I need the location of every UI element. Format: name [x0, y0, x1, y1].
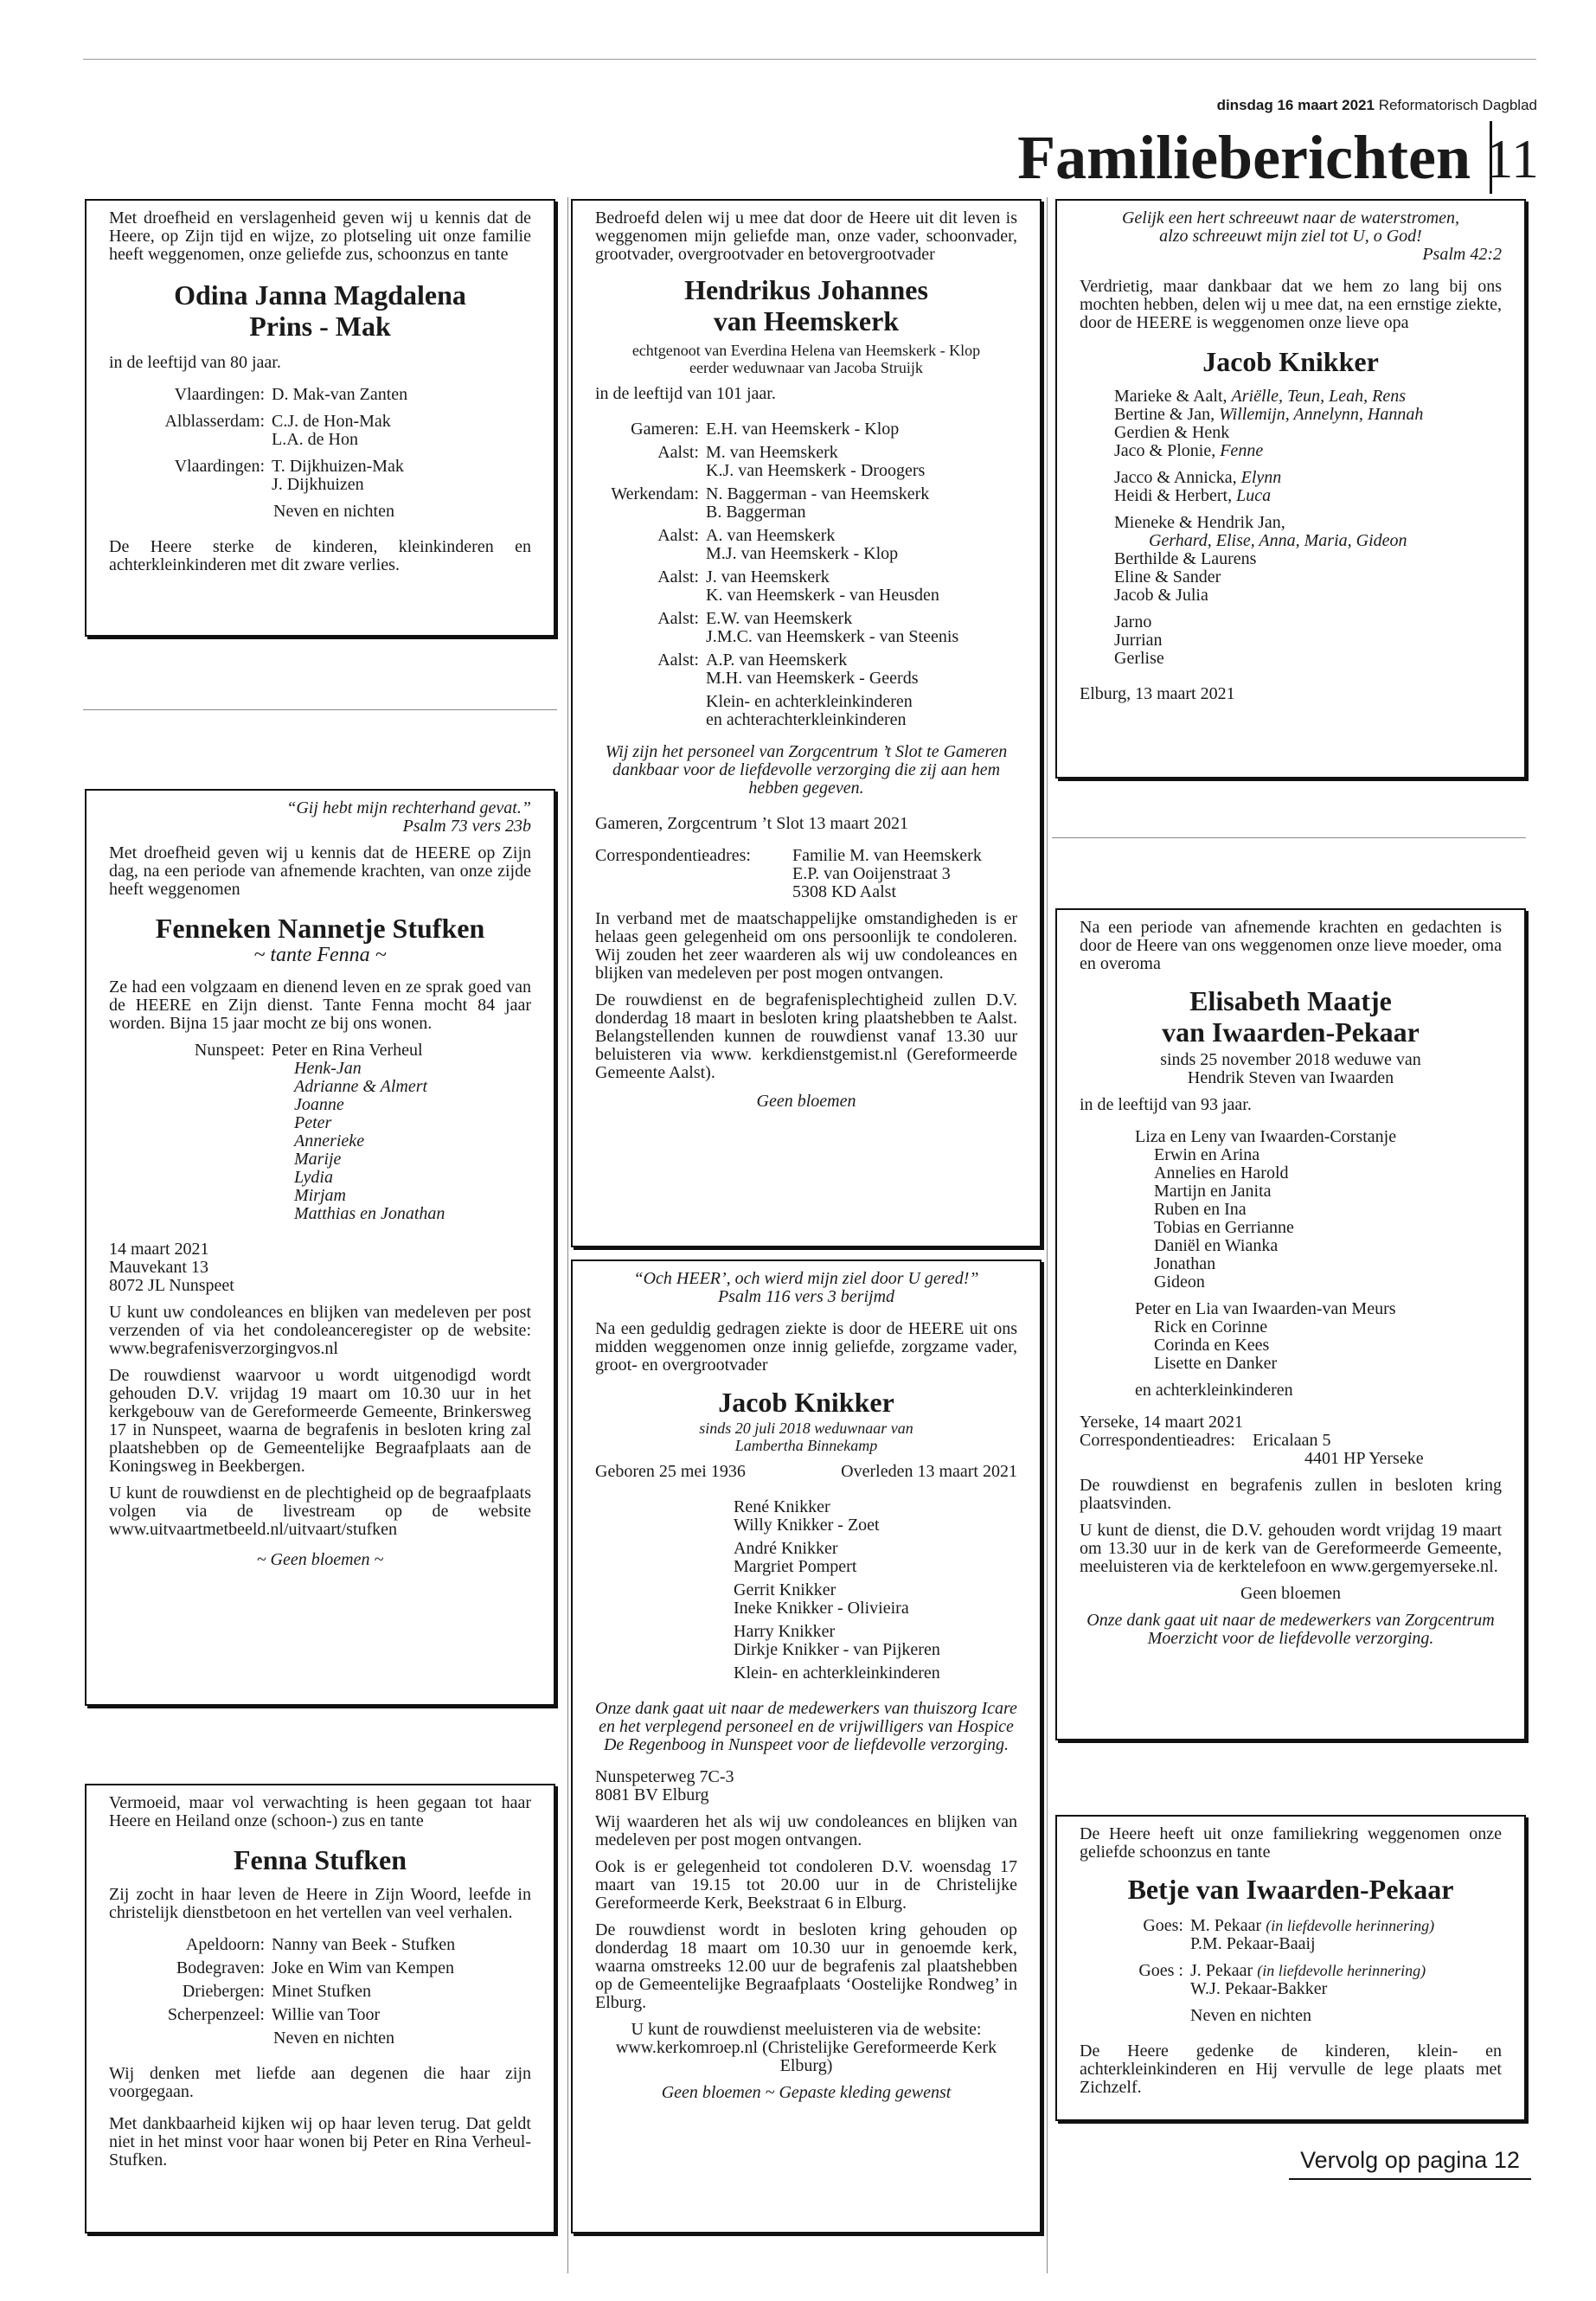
- family-name: N. Baggerman - van Heemskerk: [706, 484, 930, 503]
- family-name: Adrianne & Almert: [294, 1077, 428, 1096]
- announcement-intro: Na een geduldig gedragen ziekte is door de HEERE uit ons midden weggenomen onze innig geliefde, zorgzame vader, groot- en overgrootvader: [595, 1319, 1017, 1375]
- age-line: in de leeftijd van 101 jaar.: [595, 384, 776, 403]
- issue-date: dinsdag 16 maart 2021: [1216, 97, 1375, 113]
- continued-on-page-link[interactable]: Vervolg op pagina 12: [1289, 2145, 1531, 2180]
- visitation-info: Ook is er gelegenheid tot condoleren D.V. woensdag 17 maart van 19.15 tot 20.00 uur in de Christelijke Gereformeerde Kerk, Beekstraat 6 in Elburg.: [595, 1857, 1017, 1913]
- scripture-quote: “Och HEER’, och wierd mijn ziel door U gered!”: [633, 1269, 979, 1288]
- correspondence-label: Correspondentieadres:: [595, 846, 751, 865]
- family-row: [109, 1936, 531, 1954]
- family-row: [109, 458, 531, 494]
- family-name: Jonathan: [1154, 1254, 1216, 1273]
- city-address: 8081 BV Elburg: [595, 1785, 709, 1804]
- family-name: Harry Knikker: [734, 1622, 836, 1641]
- family-name: Gerlise: [1114, 649, 1164, 668]
- family-place: Goes:: [1143, 1916, 1183, 1935]
- family-name: Jacob & Julia: [1114, 586, 1208, 605]
- family-row: [595, 485, 1017, 522]
- family-row: [109, 1983, 531, 2001]
- family-name: Joanne: [294, 1095, 344, 1114]
- correspondence-address: [1080, 1432, 1502, 1468]
- gratitude-text: Met dankbaarheid kijken wij op haar leven terug. Dat geldt niet in het minst voor haar wonen bij Peter en Rina Verheul-Stufken.: [109, 2114, 531, 2170]
- family-name: J. van Heemskerk: [706, 567, 830, 586]
- family-name: A.P. van Heemskerk: [706, 651, 848, 670]
- family-name: Tobias en Gerrianne: [1154, 1218, 1294, 1237]
- obituary-prins-mak: [85, 199, 555, 637]
- family-name: Bertine & Jan,: [1114, 405, 1220, 424]
- scripture-quote: alzo schreeuwt mijn ziel tot U, o God!: [1159, 227, 1422, 246]
- announcement-intro: De Heere heeft uit onze familiekring weggenomen onze geliefde schoonzus en tante: [1080, 1824, 1502, 1862]
- family-place: Nunspeet:: [194, 1041, 265, 1060]
- correspondence-address: [595, 847, 1017, 901]
- funeral-info: De rouwdienst en begrafenis zullen in besloten kring plaatsvinden.: [1080, 1476, 1502, 1513]
- street-address: Nunspeterweg 7C-3: [595, 1767, 734, 1786]
- family-place: Aalst:: [657, 443, 699, 462]
- family-name: Corinda en Kees: [1154, 1336, 1270, 1355]
- family-name: C.J. de Hon-Mak: [272, 412, 391, 431]
- family-name: Klein- en achterkleinkinderen: [706, 692, 913, 711]
- family-name: Klein- en achterkleinkinderen: [734, 1663, 940, 1682]
- memorial-note: (in liefdevolle herinnering): [1266, 1917, 1435, 1934]
- family-name: Liza en Leny van Iwaarden-Corstanje: [1135, 1127, 1397, 1146]
- address-line: Ericalaan 5: [1253, 1431, 1331, 1450]
- deceased-first-names: Hendrikus Johannes: [684, 274, 928, 305]
- family-name: Joke en Wim van Kempen: [272, 1958, 454, 1977]
- family-row: [109, 2006, 531, 2024]
- family-place: Aalst:: [657, 651, 699, 670]
- life-description: Zij zocht in haar leven de Heere in Zijn Woord, leefde in christelijk dienstbetoon en het vertellen van veel verhalen.: [109, 1885, 531, 1922]
- family-name: Matthias en Jonathan: [294, 1204, 445, 1223]
- great-grandchildren: Gerhard, Elise, Anna, Maria, Gideon: [1149, 531, 1407, 550]
- family-name: M.J. van Heemskerk - Klop: [706, 544, 899, 563]
- family-name: E.H. van Heemskerk - Klop: [706, 420, 900, 439]
- scripture-reference: Psalm 42:2: [1422, 245, 1502, 264]
- scripture-quote: “Gij hebt mijn rechterhand gevat.”: [286, 798, 531, 817]
- care-thanks: Onze dank gaat uit naar de medewerkers van Zorgcentrum Moerzicht voor de liefdevolle verzorging.: [1086, 1611, 1495, 1648]
- family-name: en achterachterkleinkinderen: [706, 710, 907, 729]
- nephews-nieces: Neven en nichten: [1190, 2006, 1311, 2025]
- family-name: Mirjam: [294, 1186, 346, 1205]
- date-place: Elburg, 13 maart 2021: [1080, 684, 1235, 703]
- family-row: [109, 413, 531, 449]
- birth-date: Geboren 25 mei 1936: [595, 1462, 746, 1481]
- family-name: Peter en Rina Verheul: [272, 1041, 423, 1060]
- family-name: M.H. van Heemskerk - Geerds: [706, 669, 919, 688]
- family-line: [1114, 487, 1502, 505]
- family-place: Goes :: [1138, 1961, 1183, 1980]
- family-name: K.J. van Heemskerk - Droogers: [706, 461, 926, 480]
- nephews-nieces: Neven en nichten: [273, 502, 394, 521]
- family-name: René Knikker: [734, 1497, 830, 1516]
- closing-text: De Heere sterke de kinderen, kleinkinderen en achterkleinkinderen met dit zware verlies.: [109, 537, 531, 574]
- family-name: J. Pekaar: [1190, 1961, 1258, 1980]
- obituary-van-iwaarden-pekaar: [1055, 908, 1526, 1740]
- obituary-jacob-knikker-family: [571, 1259, 1042, 2234]
- livestream-info: U kunt de rouwdienst en de plechtigheid op de begraafplaats volgen via de livestream op de website www.uitvaartmetbeeld.nl/uitvaart/stufken: [109, 1484, 531, 1539]
- nephews-nieces: Neven en nichten: [273, 2029, 394, 2048]
- family-place: Apeldoorn:: [185, 1935, 265, 1954]
- announcement-intro: Na een periode van afnemende krachten en gedachten is door de Heere van ons weggenomen onze lieve moeder, oma en overoma: [1080, 918, 1502, 973]
- street-address: Mauvekant 13: [109, 1258, 208, 1277]
- family-place: Vlaardingen:: [174, 457, 265, 476]
- deceased-nickname: ~ tante Fenna ~: [253, 944, 387, 966]
- family-name: Ruben en Ina: [1154, 1200, 1247, 1219]
- address-line: E.P. van Ooijenstraat 3: [792, 864, 951, 883]
- family-name: A. van Heemskerk: [706, 526, 836, 545]
- family-name: Nanny van Beek - Stufken: [272, 1935, 456, 1954]
- family-name: André Knikker: [734, 1539, 838, 1558]
- family-name: Martijn en Janita: [1154, 1182, 1272, 1201]
- family-list: [595, 1498, 1017, 1682]
- family-name: Peter en Lia van Iwaarden-van Meurs: [1135, 1299, 1396, 1318]
- column-separator: [1052, 837, 1526, 838]
- obituary-fenneken-stufken: [85, 789, 555, 1706]
- family-place: Scherpenzeel:: [167, 2005, 265, 2024]
- announcement-intro: Met droefheid geven wij u kennis dat de HEERE op Zijn dag, na een periode van afnemende krachten, van onze zijde heeft weggenomen: [109, 843, 531, 899]
- memorial-note: (in liefdevolle herinnering): [1257, 1962, 1426, 1979]
- newspaper-name: Reformatorisch Dagblad: [1378, 97, 1537, 113]
- deceased-name: Fenneken Nannetje Stufken: [155, 913, 485, 944]
- family-row: [1080, 1917, 1502, 1953]
- deceased-name: Fenna Stufken: [233, 1844, 407, 1875]
- family-place: [595, 693, 706, 729]
- date-place: Gameren, Zorgcentrum ’t Slot 13 maart 2021: [595, 814, 908, 833]
- condolence-info: Wij waarderen het als wij uw condoleances en blijken van medeleven per post mogen ontvangen.: [595, 1812, 1017, 1849]
- family-line: [1114, 406, 1502, 424]
- care-thanks: Wij zijn het personeel van Zorgcentrum ’t Slot te Gameren dankbaar voor de liefdevolle verzorging die zij aan hem hebben gegeven.: [605, 742, 1008, 798]
- family-place: Bodegraven:: [176, 1958, 265, 1977]
- family-row: [595, 527, 1017, 563]
- closing-text: Geen bloemen ~ Gepaste kleding gewenst: [661, 2083, 952, 2102]
- family-name: Willie van Toor: [272, 2005, 381, 2024]
- family-name: Willy Knikker - Zoet: [734, 1516, 880, 1535]
- family-row: [109, 1959, 531, 1977]
- family-name: T. Dijkhuizen-Mak: [272, 457, 404, 476]
- family-line: [1114, 469, 1502, 487]
- city-address: 8072 JL Nunspeet: [109, 1276, 234, 1295]
- family-name: Ineke Knikker - Olivieira: [734, 1599, 909, 1618]
- scripture-reference: Psalm 116 vers 3 berijmd: [717, 1287, 895, 1306]
- family-name: Gideon: [1154, 1272, 1205, 1292]
- family-name: Peter: [294, 1113, 332, 1132]
- family-name: Annelies en Harold: [1154, 1163, 1289, 1183]
- address-line: Familie M. van Heemskerk: [792, 846, 982, 865]
- family-name: B. Baggerman: [706, 503, 806, 522]
- column-rule: [1047, 197, 1048, 2273]
- care-thanks: Onze dank gaat uit naar de medewerkers van thuiszorg Icare en het verplegend personeel en de vrijwilligers van Hospice De Regenboog in Nunspeet voor de liefdevolle verzorging.: [595, 1699, 1017, 1754]
- widower-line: sinds 20 juli 2018 weduwnaar van: [699, 1420, 913, 1437]
- family-row: [595, 610, 1017, 646]
- family-line: [1114, 388, 1502, 406]
- obituary-van-heemskerk: [571, 199, 1042, 1247]
- great-grandchildren: Ariëlle, Teun, Leah, Rens: [1231, 387, 1406, 406]
- family-name: M. Pekaar: [1190, 1916, 1266, 1935]
- family-list: [595, 420, 1017, 729]
- family-place: Vlaardingen:: [174, 385, 265, 404]
- deceased-name: [109, 279, 531, 342]
- family-name: W.J. Pekaar-Bakker: [1190, 1979, 1328, 1998]
- condolence-info: U kunt uw condoleances en blijken van medeleven per post verzenden of via het condoleanceregister op de website: www.begrafenisverzorgingvos.nl: [109, 1303, 531, 1358]
- page-number: 11: [1485, 128, 1539, 189]
- column-rule: [567, 197, 568, 2273]
- family-name: Marieke & Aalt,: [1114, 387, 1232, 406]
- obituary-betje-van-iwaarden: [1055, 1815, 1526, 2121]
- family-name: K. van Heemskerk - van Heusden: [706, 586, 939, 605]
- widower-line: eerder weduwnaar van Jacoba Struijk: [689, 359, 923, 376]
- family-name: Annerieke: [294, 1131, 365, 1150]
- family-place: Aalst:: [657, 609, 699, 628]
- family-name: Gerrit Knikker: [734, 1580, 836, 1599]
- closing-text: ~ Geen bloemen ~: [256, 1550, 384, 1569]
- family-name: D. Mak-van Zanten: [272, 385, 408, 404]
- family-name: Eline & Sander: [1114, 567, 1221, 586]
- family-name: Jaco & Plonie,: [1114, 441, 1221, 460]
- condolence-info: In verband met de maatschappelijke omstandigheden is er helaas geen gelegenheid om ons persoonlijk te condoleren. Wij zouden het zeer waarderen als wij uw condoleances en blijken van medeleven per post mogen ontvangen.: [595, 909, 1017, 983]
- deceased-name: [1080, 985, 1502, 1048]
- great-grandchildren: Luca: [1236, 486, 1272, 505]
- family-name: Heidi & Herbert,: [1114, 486, 1237, 505]
- announcement-intro: Verdrietig, maar dankbaar dat we hem zo lang bij ons mochten hebben, delen wij u mee dat, na een ernstige ziekte, door de HEERE is weggenomen onze lieve opa: [1080, 277, 1502, 332]
- family-name: Margriet Pompert: [734, 1557, 857, 1576]
- announcement-intro: Met droefheid en verslagenheid geven wij u kennis dat de Heere, op Zijn tijd en wijze, zo plotseling uit onze familie heeft weggenomen, onze geliefde zus, schoonzus en tante: [109, 208, 531, 264]
- deceased-first-names: Odina Janna Magdalena: [174, 279, 466, 311]
- family-name: Jacco & Annicka,: [1114, 468, 1241, 487]
- family-name: Daniël en Wianka: [1154, 1236, 1279, 1255]
- family-list: [1080, 1128, 1502, 1400]
- deceased-name: Jacob Knikker: [1202, 346, 1379, 377]
- funeral-info: De rouwdienst wordt in besloten kring gehouden op donderdag 18 maart om 10.30 uur in genoemde kerk, waarna omstreeks 12.00 uur de begrafenis zal plaatshebben op de Gemeentelijke Begraafplaats ‘Oostelijke Rondweg’ in Elburg.: [595, 1920, 1017, 2012]
- family-name: L.A. de Hon: [272, 430, 358, 449]
- family-name: Minet Stufken: [272, 1982, 371, 2001]
- dateline: [1217, 97, 1537, 114]
- scripture-reference: Psalm 73 vers 23b: [402, 817, 531, 836]
- birth-death-dates: [595, 1463, 1017, 1481]
- family-name: J. Dijkhuizen: [272, 475, 364, 494]
- great-grandchildren: Elynn: [1240, 468, 1282, 487]
- broadcast-info: U kunt de dienst, die D.V. gehouden wordt vrijdag 19 maart om 13.30 uur in de kerk van de Gereformeerde Gemeente, meeluisteren via de kerktelefoon en www.gergemyerseke.nl.: [1080, 1521, 1502, 1576]
- family-place: Alblasserdam:: [164, 412, 265, 431]
- deceased-surname: Prins - Mak: [249, 311, 391, 342]
- family-row: [595, 444, 1017, 480]
- address-line: 5308 KD Aalst: [792, 882, 896, 901]
- family-place: Gameren:: [631, 420, 699, 439]
- correspondence-label: Correspondentieadres:: [1080, 1431, 1235, 1450]
- deceased-name: Betje van Iwaarden-Pekaar: [1127, 1874, 1454, 1905]
- family-name: Marije: [294, 1150, 342, 1169]
- family-name: M. van Heemskerk: [706, 443, 838, 462]
- family-place: Aalst:: [657, 567, 699, 586]
- family-place: Aalst:: [657, 526, 699, 545]
- top-rule: [83, 59, 1536, 60]
- widower-partner: Lambertha Binnekamp: [734, 1437, 878, 1454]
- family-name: Rick en Corinne: [1154, 1317, 1268, 1336]
- family-name: E.W. van Heemskerk: [706, 609, 853, 628]
- great-grandchildren: Fenne: [1220, 441, 1264, 460]
- great-grandchildren: Willemijn, Annelynn, Hannah: [1219, 405, 1424, 424]
- closing-text: Geen bloemen: [756, 1092, 856, 1111]
- deceased-surname: van Heemskerk: [713, 305, 900, 336]
- spouse-line: echtgenoot van Everdina Helena van Heemskerk - Klop: [631, 342, 981, 359]
- family-name: Jurrian: [1114, 631, 1163, 650]
- family-row: [595, 693, 1017, 729]
- family-row: [109, 386, 531, 404]
- deceased-name: Jacob Knikker: [718, 1387, 894, 1418]
- family-name: en achterkleinkinderen: [1135, 1381, 1293, 1400]
- broadcast-info: U kunt de rouwdienst meeluisteren via de website: www.kerkomroep.nl (Christelijke Gereformeerde Kerk Elburg): [615, 2020, 997, 2075]
- no-flowers: Geen bloemen: [1240, 1584, 1342, 1603]
- deceased-name: [595, 274, 1017, 336]
- age-line: in de leeftijd van 80 jaar.: [109, 353, 281, 372]
- family-row: [595, 420, 1017, 439]
- family-name: Gerdien & Henk: [1114, 423, 1230, 442]
- life-description: Ze had een volgzaam en dienend leven en ze sprak goed van de HEERE en Zijn dienst. Tante Fenna mocht 84 jaar worden. Bijna 15 jaar mocht ze bij ons wonen.: [109, 977, 531, 1033]
- scripture-quote: Gelijk een hert schreeuwt naar de waterstromen,: [1121, 208, 1460, 228]
- family-place: Werkendam:: [611, 484, 699, 503]
- family-name: Berthilde & Laurens: [1114, 549, 1257, 568]
- family-row: [1080, 1962, 1502, 1998]
- family-name: P.M. Pekaar-Baaij: [1190, 1934, 1316, 1953]
- family-name: Dirkje Knikker - van Pijkeren: [734, 1640, 940, 1659]
- family-block: [109, 1042, 531, 1223]
- obituary-fenna-stufken: [85, 1784, 555, 2234]
- family-name: Lisette en Danker: [1154, 1354, 1278, 1373]
- widow-line: sinds 25 november 2018 weduwe van: [1160, 1050, 1421, 1069]
- family-name: J.M.C. van Heemskerk - van Steenis: [706, 627, 959, 646]
- family-name: Lydia: [294, 1168, 333, 1187]
- announcement-intro: Bedroefd delen wij u mee dat door de Heere uit dit leven is weggenomen mijn geliefde man, onze vader, schoonvader, grootvader, overgrootvader en betovergrootvader: [595, 208, 1017, 264]
- address-line: 4401 HP Yerseke: [1304, 1449, 1424, 1468]
- date-place: Yerseke, 14 maart 2021: [1080, 1413, 1244, 1432]
- family-place: Driebergen:: [182, 1982, 265, 2001]
- family-name: Erwin en Arina: [1154, 1145, 1260, 1164]
- deceased-surname: van Iwaarden-Pekaar: [1162, 1016, 1420, 1048]
- family-name: Mieneke & Hendrik Jan,: [1114, 513, 1285, 532]
- family-row: [595, 568, 1017, 605]
- column-separator: [83, 709, 557, 710]
- closing-text: De Heere gedenke de kinderen, klein- en achterkleinkinderen en Hij vervulle de lege plaats met Zichzelf.: [1080, 2041, 1502, 2097]
- family-row: [595, 651, 1017, 688]
- announcement-intro: Vermoeid, maar vol verwachting is heen gegaan tot haar Heere en Heiland onze (schoon-) zus en tante: [109, 1793, 531, 1830]
- grandchildren-list: [1080, 388, 1502, 668]
- family-name: Jarno: [1114, 612, 1152, 631]
- family-line: [1114, 442, 1502, 460]
- widow-partner: Hendrik Steven van Iwaarden: [1187, 1068, 1394, 1087]
- remembrance-text: Wij denken met liefde aan degenen die haar zijn voorgegaan.: [109, 2064, 531, 2101]
- date: 14 maart 2021: [109, 1240, 209, 1259]
- age-line: in de leeftijd van 93 jaar.: [1080, 1095, 1252, 1114]
- death-date: Overleden 13 maart 2021: [841, 1462, 1017, 1481]
- section-title: Familieberichten: [1017, 121, 1492, 194]
- obituary-jacob-knikker-grandchildren: [1055, 199, 1526, 779]
- funeral-info: De rouwdienst waarvoor u wordt uitgenodigd wordt gehouden D.V. vrijdag 19 maart om 10.30 uur in het kerkgebouw van de Gereformeerde Gemeente, Brinkersweg 17 in Nunspeet, waarna de begrafenis in besloten kring zal plaatshebben op de Gemeentelijke Begraafplaats aan de Koningsweg in Beekbergen.: [109, 1366, 531, 1476]
- funeral-info: De rouwdienst en de begrafenisplechtigheid zullen D.V. donderdag 18 maart in besloten kring plaatshebben te Aalst. Belangstellenden kunnen de rouwdienst vanaf 13.30 uur beluisteren via www. kerkdienstgemist.nl (Gereformeerde Gemeente Aalst).: [595, 990, 1017, 1082]
- deceased-first-names: Elisabeth Maatje: [1189, 985, 1392, 1016]
- family-name: Henk-Jan: [294, 1059, 362, 1078]
